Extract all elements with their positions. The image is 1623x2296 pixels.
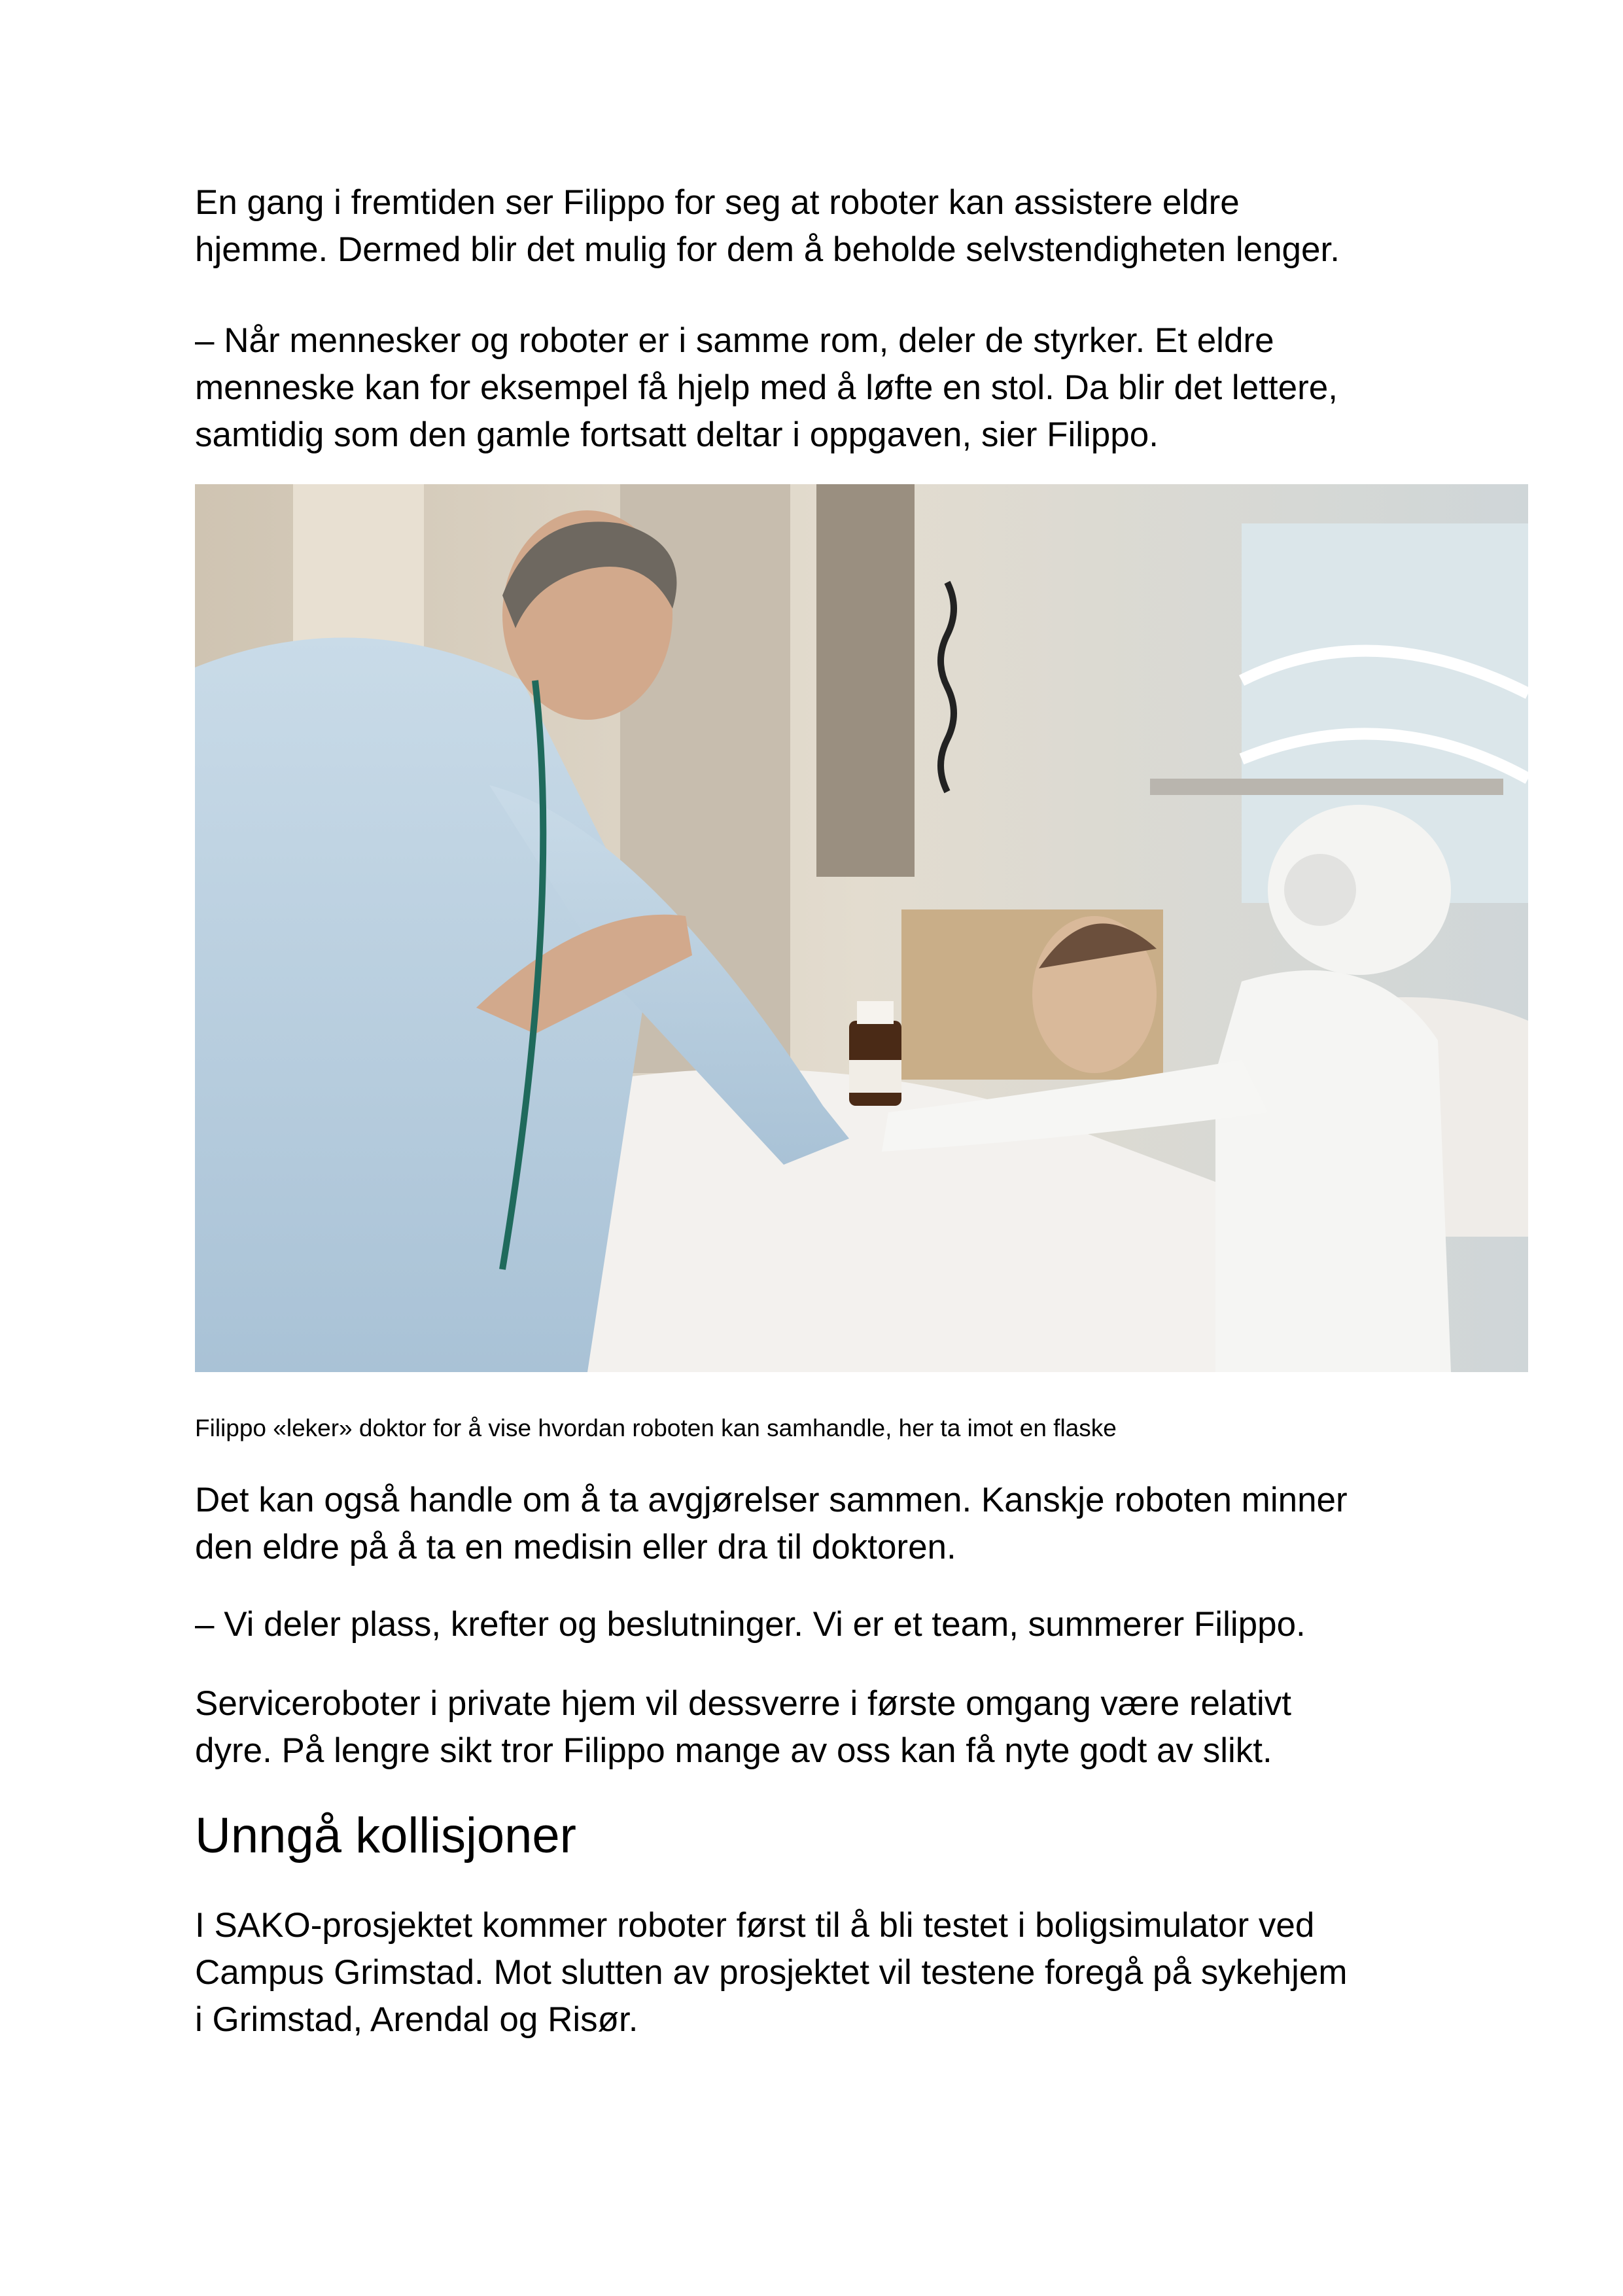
article-photo — [195, 484, 1528, 1372]
text-line: En gang i fremtiden ser Filippo for seg at roboter kan assistere eldre — [195, 183, 1240, 222]
text-line: dyre. På lengre sikt tror Filippo mange av oss kan få nyte godt av slikt. — [195, 1731, 1272, 1770]
text-line: – Når mennesker og roboter er i samme rom, deler de styrker. Et eldre — [195, 321, 1274, 360]
paragraph-service-robots — [195, 1680, 1291, 1775]
text-line: den eldre på å ta en medisin eller dra til doktoren. — [195, 1528, 956, 1566]
photo-doctor-robot — [195, 484, 1528, 1372]
paragraph-decisions — [195, 1477, 1348, 1571]
paragraph-sako-project — [195, 1902, 1348, 2043]
photo-caption: Filippo «leker» doktor for å vise hvordan roboten kan samhandle, her ta imot en flaske — [195, 1415, 1117, 1441]
paragraph-quote-1 — [195, 317, 1338, 459]
paragraph-quote-2 — [195, 1601, 1306, 1648]
text-line: samtidig som den gamle fortsatt deltar i oppgaven, sier Filippo. — [195, 415, 1159, 454]
text-line: Campus Grimstad. Mot slutten av prosjektet vil testene foregå på sykehjem — [195, 1953, 1348, 1992]
text-line: – Vi deler plass, krefter og beslutninger. Vi er et team, summerer Filippo. — [195, 1605, 1306, 1644]
section-heading: Unngå kollisjoner — [195, 1808, 576, 1863]
text-line: I SAKO-prosjektet kommer roboter først til å bli testet i boligsimulator ved — [195, 1906, 1315, 1945]
text-line: Det kan også handle om å ta avgjørelser sammen. Kanskje roboten minner — [195, 1481, 1348, 1519]
text-line: menneske kan for eksempel få hjelp med å løfte en stol. Da blir det lettere, — [195, 368, 1338, 407]
text-line: Serviceroboter i private hjem vil dessverre i første omgang være relativt — [195, 1684, 1291, 1723]
paragraph-intro — [195, 179, 1340, 274]
text-line: i Grimstad, Arendal og Risør. — [195, 2000, 638, 2039]
text-line: hjemme. Dermed blir det mulig for dem å beholde selvstendigheten lenger. — [195, 230, 1340, 269]
